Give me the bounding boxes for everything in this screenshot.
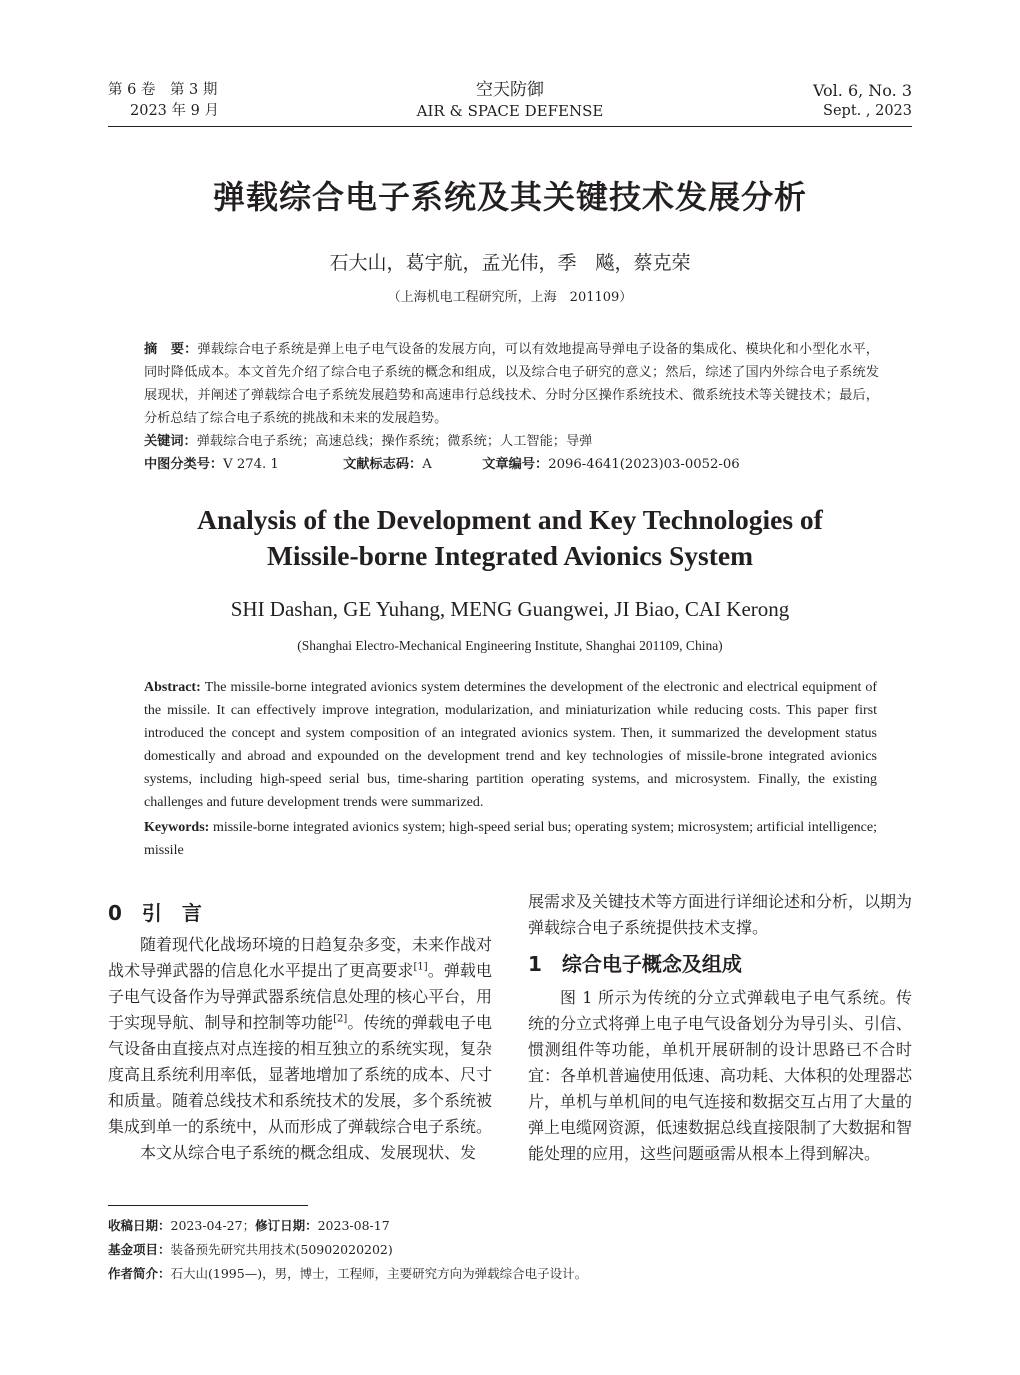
received-date: 2023-04-27；	[170, 1218, 256, 1233]
text: 。弹载电子电气设备作为导弹武器系统信息处理的核心平台，用于实现导航、制导和控制等功能	[108, 961, 493, 1032]
header-rule	[108, 126, 912, 127]
abstract-cn-text: 弹载综合电子系统是弹上电子电气设备的发展方向，可以有效地提高导弹电子设备的集成化、模块化和小型化水平，同时降低成本。本文首先介绍了综合电子系统的概念和组成，以及综合电子研究的意义；然后，综述了国内外综合电子系统发展现状，并阐述了弹载综合电子系统发展趋势和高速串行总线技术、分时分区操作系统技术、微系统技术等关键技术；最后，分析总结了综合电子系统的挑战和未来的发展趋势。	[144, 342, 879, 426]
citation-2[interactable]: [2]	[333, 1013, 348, 1025]
author-bio-text: 石大山(1995—)，男，博士，工程师，主要研究方向为弹载综合电子设计。	[170, 1266, 588, 1281]
affiliation-cn: （上海机电工程研究所，上海 201109）	[387, 290, 633, 305]
section-1-paragraph-1: 图 1 所示为传统的分立式弹载电子电气系统。传统的分立式将弹上电子电气设备划分为导引头、引信、惯测组件等功能，单机开展研制的设计思路已不合时宜：各单机普遍使用低速、高功耗、大体积的处理器芯片，单机与单机间的电气连接和数据交互占用了大量的弹上电缆网资源，低速数据总线直接限制了大数据和智能处理的应用，这些问题亟需从根本上得到解决。	[528, 988, 913, 1163]
footnote-author	[108, 1262, 587, 1286]
keywords-en-text: missile-borne integrated avionics system; high-speed serial bus; operating system; microsystem; artificial intelligence; missile	[144, 820, 877, 858]
title-cn: 弹载综合电子系统及其关键技术发展分析	[212, 178, 807, 216]
title-en-line1: Analysis of the Development and Key Technologies of	[197, 504, 823, 535]
volume-cn: 第 6 卷 第 3 期	[108, 82, 218, 98]
right-column	[528, 889, 912, 1167]
text: 。传统的弹载电子电气设备由直接点对点连接的相互独立的系统实现，复杂度高且系统利用率低，显著地增加了系统的成本、尺寸和质量。随着总线技术和系统技术的发展，多个系统被集成到单一的系统中，从而形成了弹载综合电子系统。	[108, 1013, 493, 1136]
affiliation-en: (Shanghai Electro-Mechanical Engineering Institute, Shanghai 201109, China)	[297, 638, 723, 653]
footnote-dates	[108, 1214, 587, 1238]
title-en-line2: Missile-borne Integrated Avionics System	[266, 540, 754, 571]
doc-code-value: A	[422, 457, 432, 472]
section-0-paragraph-2-cont: 展需求及关键技术等方面进行详细论述和分析，以期为弹载综合电子系统提供技术支撑。	[528, 892, 913, 937]
fund-text: 装备预先研究共用技术(50902020202)	[170, 1242, 393, 1257]
fund-label: 基金项目：	[108, 1242, 171, 1257]
footnote-rule	[108, 1205, 308, 1206]
citation-1[interactable]: [1]	[413, 961, 428, 973]
abstract-en-label: Abstract:	[144, 680, 201, 695]
author-bio-label: 作者简介：	[108, 1266, 171, 1281]
keywords-cn-text: 弹载综合电子系统；高速总线；操作系统；微系统；人工智能；导弹	[196, 434, 593, 449]
article-no-label: 文章编号：	[482, 457, 549, 472]
keywords-en	[144, 816, 877, 862]
journal-cn: 空天防御	[476, 80, 544, 100]
authors-en: SHI Dashan, GE Yuhang, MENG Guangwei, JI Biao, CAI Kerong	[230, 597, 790, 621]
abstract-en-text: The missile-borne integrated avionics system determines the development of the electronic and electrical equipment of the missile. It can effectively improve integration, modularization, and miniaturization while reducing costs. This paper first introduced the concept and system composition of an integrated avionics system. Then, it summarized the development status domestically and abroad and expounded on the development trend and key technologies of missile-brone integrated avionics systems, including high-speed serial bus, time-sharing partition operating systems, and microsystem. Finally, the existing challenges and future development trends were summarized.	[144, 680, 877, 810]
article-no-value: 2096-4641(2023)03-0052-06	[548, 457, 740, 472]
classification-line	[144, 453, 879, 476]
footnotes	[108, 1214, 587, 1286]
journal-en: AIR & SPACE DEFENSE	[416, 102, 604, 120]
abstract-en	[144, 676, 877, 814]
text: 随着现代化战场环境的日趋复杂多变，未来作战对战术导弹武器的信息化水平提出了更高要求	[108, 935, 493, 980]
revised-label: 修订日期：	[255, 1218, 318, 1233]
clc-value: V 274. 1	[223, 457, 279, 472]
title-en	[0, 502, 1020, 574]
date-en: Sept. , 2023	[823, 103, 912, 119]
abstract-cn	[144, 338, 879, 430]
received-label: 收稿日期：	[108, 1218, 171, 1233]
left-column	[108, 900, 492, 1166]
volume-en: Vol. 6, No. 3	[812, 81, 912, 100]
doc-code-label: 文献标志码：	[343, 457, 423, 472]
clc-label: 中图分类号：	[144, 457, 224, 472]
keywords-en-label: Keywords:	[144, 820, 210, 835]
authors-cn: 石大山，葛宇航，孟光伟，季 飚，蔡克荣	[329, 252, 691, 274]
section-1-heading: 1 综合电子概念及组成	[528, 952, 742, 976]
section-0-paragraph-2: 本文从综合电子系统的概念组成、发展现状、发	[140, 1143, 477, 1162]
keywords-cn-label: 关键词：	[144, 434, 197, 449]
revised-date: 2023-08-17	[317, 1218, 390, 1233]
date-cn: 2023 年 9 月	[130, 103, 219, 119]
abstract-cn-label: 摘 要：	[144, 342, 198, 357]
footnote-fund	[108, 1238, 587, 1262]
keywords-cn	[144, 430, 879, 453]
section-0-paragraph-1	[108, 932, 492, 1140]
running-header-right	[813, 80, 912, 122]
section-0-heading: 0 引 言	[108, 901, 202, 925]
